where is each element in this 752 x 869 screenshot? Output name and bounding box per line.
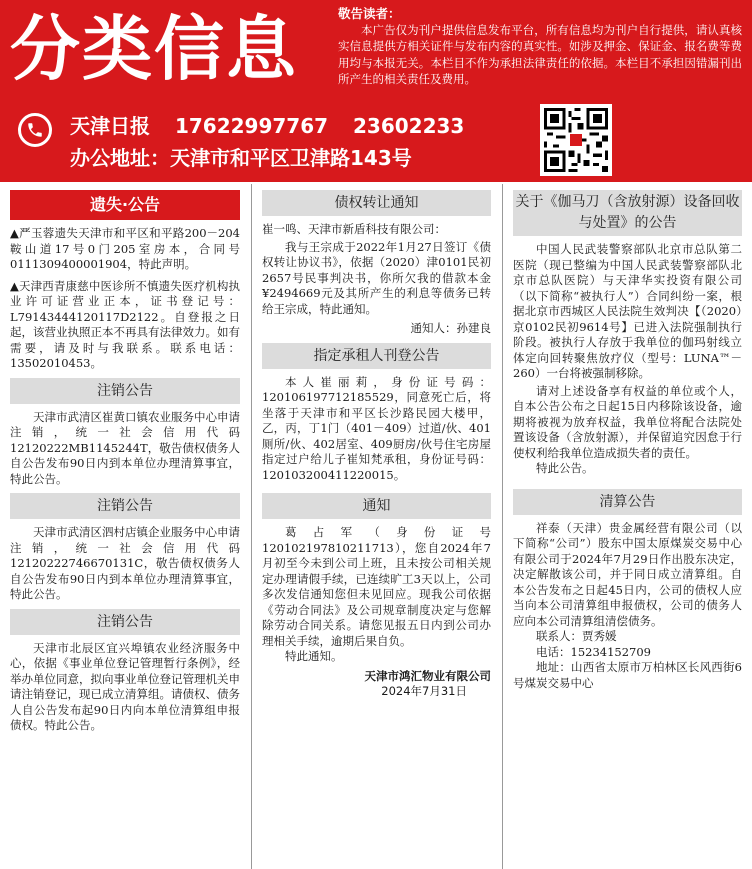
debt-transfer-text: 我与王宗成于2022年1月27日签订《债权转让协议书》，依据（2020）津0101民初2657号民事判决书，你所欠我的借款本金¥2494669元及其所产生的利息等债务已转给王宗成，特此通知。 [262, 239, 491, 316]
phone-icon [18, 113, 52, 147]
liquidation-contact: 联系人：贾秀媛 [536, 629, 617, 643]
cancel-notice-heading-3: 注销公告 [10, 609, 240, 635]
notify-closing: 特此通知。 [285, 649, 343, 663]
debt-transfer-signature: 通知人：孙建良 [410, 321, 491, 335]
cancel-notice-text-1: 天津市武清区崔黄口镇农业服务中心申请注销，统一社会信用代码12120222MB1145244T，敬告债权债务人自公告发布90日内到本单位办理清算事宜，特此公告。 [10, 409, 240, 486]
liquidation-address: 地址：山西省太原市万柏林区长风西街6号煤炭交易中心 [513, 660, 742, 690]
liquidation-phone: 电话：15234152709 [536, 644, 651, 659]
lost-notice-1: ▲严玉蓉遗失天津市和平区和平路200－204鞍山道17号0门205室房本，合同号0111309400001904，特此声明。 [10, 226, 240, 271]
notify-heading: 通知 [262, 493, 491, 519]
header-banner [0, 0, 752, 182]
notice-text: 本广告仅为刊户提供信息发布平台，所有信息均为刊户自行提供，请认真核实信息提供方相关证件与发布内容的真实性。如涉及押金、保证金、报名费等费用均与本报无关。本栏目不作为承担法律责任的依据。本栏目不承担因错漏刊出所产生的相关责任及费用。 [338, 23, 742, 86]
qr-code [540, 104, 612, 176]
phone-number-1: 17622997767 [174, 114, 329, 138]
gamma-knife-heading: 关于《伽马刀（含放射源）设备回收与处置》的公告 [513, 190, 742, 236]
liquidation-text: 祥泰（天津）贵金属经营有限公司（以下简称“公司”）股东中国太原煤炭交易中心有限公司于2024年7月29日作出股东决定，决定解散该公司，并于同日成立清算组。自本公告发布之日起45日内，公司的债权人应当向本公司清算组申报债权，公司的债务人应向本公司清算组清偿债务。 [513, 520, 742, 628]
phone-number-2: 23602233 [353, 114, 465, 138]
section-title: 分类信息 [10, 8, 298, 90]
notify-date: 2024年7月31日 [381, 684, 467, 698]
column-1 [0, 184, 250, 869]
column-3 [502, 184, 752, 869]
notice-title: 敬告读者： [338, 6, 401, 21]
contact-line [70, 111, 482, 141]
liquidation-heading: 清算公告 [513, 489, 742, 515]
cancel-notice-heading-2: 注销公告 [10, 493, 240, 519]
cancel-notice-text-2: 天津市武清区泗村店镇企业服务中心申请注销，统一社会信用代码12120222746670131C，敬告债权债务人自公告发布90日内到本单位办理清算事宜，特此公告。 [10, 525, 240, 601]
tenant-notice-heading: 指定承租人刊登公告 [262, 343, 491, 369]
gamma-knife-text-2: 请对上述设备享有权益的单位或个人，自本公告公布之日起15日内移除该设备，逾期将被视为放弃权益，我单位将配合法院处置该设备（含放射源），并保留追究因怠于行使权利给我单位造成损失者的责任。 [513, 383, 742, 460]
cancel-notice-heading-1: 注销公告 [10, 378, 240, 404]
lost-notice-heading: 遗失·公告 [10, 190, 240, 220]
paper-name: 天津日报 [70, 114, 150, 138]
contact-band [12, 107, 528, 177]
notify-text: 葛占军（身份证号120102197810211713），您自2024年7月初至今未到公司上班，且未按公司相关规定办理请假手续，已连续旷工3天以上，公司多次发信通知您但未见回应。现我公司依据《劳动合同法》及公司规章制度决定与您解除劳动合同关系。请您见报五日内到公司办理相关手续，逾期后果自负。 [262, 525, 491, 648]
column-2 [251, 184, 501, 869]
notify-organization: 天津市鸿汇物业有限公司 [364, 668, 491, 683]
lost-notice-2: ▲天津西青康慈中医诊所不慎遗失医疗机构执业许可证营业正本，证书登记号：L79143444120117D2122。自登报之日起，该营业执照正本不再具有法律效力。如有需要，请及时与我联系。联系电话：13502010453。 [10, 278, 240, 370]
debt-transfer-addressee: 崔一鸣、天津市新盾科技有限公司： [262, 222, 446, 236]
gamma-knife-closing: 特此公告。 [536, 461, 594, 475]
debt-transfer-heading: 债权转让通知 [262, 190, 491, 216]
reader-notice [338, 6, 742, 87]
gamma-knife-text-1: 中国人民武装警察部队北京市总队第二医院（现已整编为中国人民武装警察部队北京市总队医院）与天津华实投资有限公司（以下简称“被执行人”）合同纠纷一案，根据北京市西城区人民法院生效判决【（2020）京0102民初9614号】已进入法院强制执行阶段。被执行人存放于我单位的伽玛射线立体定向回转聚焦放疗仪（型号：LUNA™－260）一台将被强制移除。 [513, 242, 742, 380]
office-address: 办公地址：天津市和平区卫津路143号 [70, 146, 412, 170]
tenant-notice-text: 本人崔丽莉，身份证号码：120106197712185529，同意死亡后，将坐落于天津市和平区长沙路民园大楼甲，乙，丙，丁1门（401－409）过道/伙、401厕所/伙、402居室、409厨房/伙号住宅房屋指定过户给儿子崔知梵承租，身份证号码：120103200411220015。 [262, 374, 491, 482]
cancel-notice-text-3: 天津市北辰区宜兴埠镇农业经济服务中心，依据《事业单位登记管理暂行条例》，经举办单位同意，拟向事业单位登记管理机关申请注销登记，现已成立清算组。请债权、债务人自公告发布起90日内向本单位清算组申报债权。特此公告。 [10, 640, 240, 732]
